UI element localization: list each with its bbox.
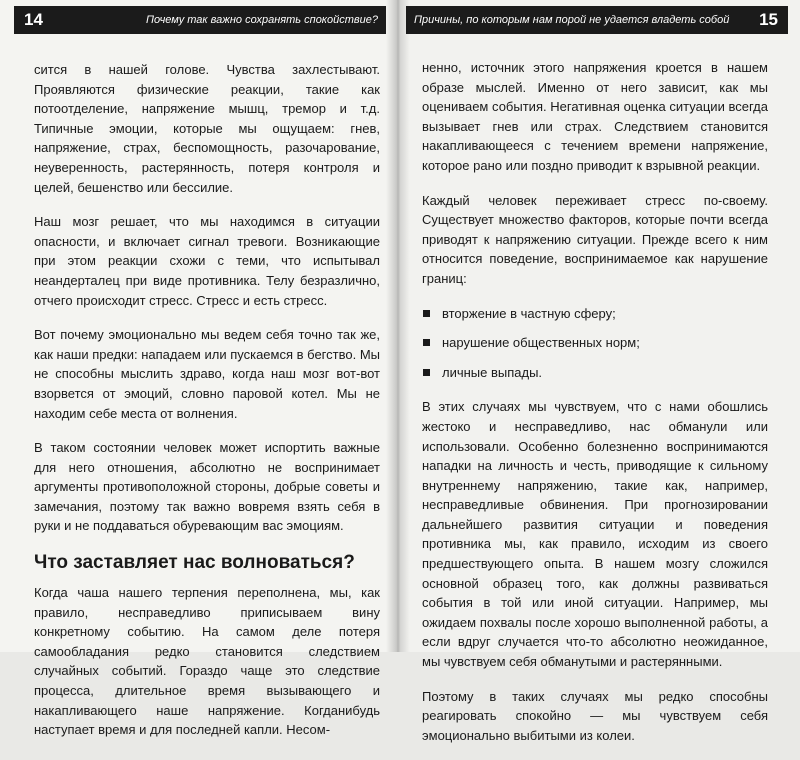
- paragraph: ненно, источник этого напряжения кроется в нашем образе мыслей. Именно от него зависит, как мы оцениваем события. Негативная оценка ситуации всегда вызывает гнев или страх. Следствием становится накапливающееся с течением времени напряжение, которое рано или поздно приводит к взрывной реакции.: [422, 60, 768, 173]
- paragraph: Вот почему эмоционально мы ведем себя точно так же, как наши предки: нападаем или пускаемся в бегство. Мы не способны мыслить здраво, когда наш мозг вот-вот взорвется от эмоций, словно паровой котел. Мы не находим себе места от волнения.: [34, 327, 380, 421]
- left-page-number: 14: [24, 10, 43, 29]
- paragraph: Когда чаша нашего терпения переполнена, мы, как правило, несправедливо приписываем вину конкретному событию. На самом деле потеря самообладания редко становится следствием случайных событий. Гораздо чаще это следствие процесса, длительное время вызывающего и накапливающего наше напряжение. Когданибудь наступает время и для последней капли. Несом-: [34, 585, 380, 738]
- left-page-header: [14, 6, 386, 34]
- left-page-body: [34, 60, 380, 755]
- right-page-body: [422, 58, 768, 760]
- bullet-list: [422, 304, 768, 383]
- paragraph: Каждый человек переживает стресс по-своему. Существует множество факторов, которые почти всегда приводят к напряжению ситуации. Прежде всего к ним относится поведение, воспринимаемое как нарушение границ:: [422, 192, 768, 286]
- left-running-title: Почему так важно сохранять спокойствие?: [146, 14, 378, 26]
- right-page-header: [406, 6, 788, 34]
- list-item: нарушение общественных норм;: [422, 333, 768, 353]
- paragraph: В этих случаях мы чувствуем, что с нами обошлись жестоко и несправедливо, нас обманули или использовали. Особенно болезненно воспринимаются нападки на личность и честь, приводящие к сильному внутреннему напряжению, такие как, например, несправедливые обвинения. При прогнозировании дальнейшего развития ситуации и поведения противника мы, как правило, исходим из своего предшествующего опыта. В нашем мозгу сложился основной образец того, как должны развиваться события в той или иной ситуации. Например, мы ожидаем похвалы после хорошо выполненной работы, а если вдруг случается что-то абсолютно неожиданное, мы чувствуем себя обманутыми и растерянными.: [422, 399, 768, 670]
- right-page: [396, 0, 800, 743]
- paragraph: В таком состоянии человек может испортить важные для него отношения, абсолютно не воспринимает аргументы противоположной стороны, добрые советы и замечания, поэтому так важно вовремя взять себя в руки и не поддаваться обуревающим вас эмоциям.: [34, 440, 380, 534]
- paragraph: Поэтому в таких случаях мы редко способны реагировать спокойно — мы чувствуем себя эмоционально выбитыми из колеи.: [422, 688, 768, 743]
- paragraph: Наш мозг решает, что мы находимся в ситуации опасности, и включает сигнал тревоги. Возникающие при этом реакции схожи с теми, что испытывал неандерталец при виде противника. Телу безразлично, отчего происходит стресс. Стресс и есть стресс.: [34, 214, 380, 308]
- right-page-number: 15: [759, 10, 778, 29]
- left-page: [0, 0, 396, 738]
- list-item: личные выпады.: [422, 363, 768, 383]
- right-running-title: Причины, по которым нам порой не удается владеть собой: [414, 14, 730, 26]
- paragraph: сится в нашей голове. Чувства захлестывают. Проявляются физические реакции, такие как потоотделение, напряжение мышц, тремор и т.д. Типичные эмоции, которые мы ощущаем: гнев, напряжение, страх, беспомощность, разочарование, неуверенность, растерянность, потеря контроля и целей, бешенство или бессилие.: [34, 62, 380, 195]
- section-heading: Что заставляет нас волноваться?: [34, 552, 355, 574]
- list-item: вторжение в частную сферу;: [422, 304, 768, 324]
